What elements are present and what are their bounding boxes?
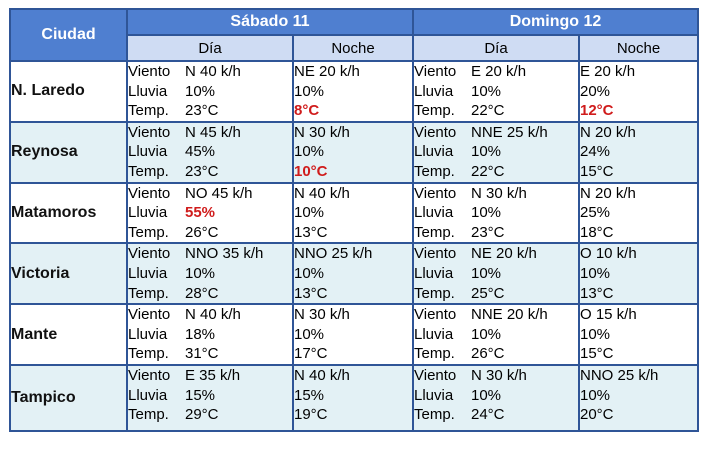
wind-line xyxy=(128,184,292,204)
temp-line xyxy=(294,101,412,121)
temp-value: 28°C xyxy=(185,284,219,302)
forecast-cell xyxy=(413,304,579,365)
wind-value: O 15 k/h xyxy=(580,306,637,324)
forecast-cell xyxy=(579,243,698,304)
wind-value: N 20 k/h xyxy=(580,184,636,202)
temp-label: Temp. xyxy=(128,345,169,363)
rain-line xyxy=(128,386,292,406)
wind-label: Viento xyxy=(414,63,457,80)
rain-line xyxy=(580,325,697,345)
temp-line xyxy=(128,344,292,364)
temp-label: Temp. xyxy=(414,345,455,363)
wind-label: Viento xyxy=(128,184,171,202)
temp-line xyxy=(128,284,292,304)
rain-line xyxy=(128,203,292,223)
wind-line xyxy=(294,62,412,82)
wind-label: Viento xyxy=(414,184,457,202)
rain-label: Lluvia xyxy=(128,82,168,100)
rain-value: 15% xyxy=(185,386,216,404)
forecast-cell xyxy=(579,183,698,244)
rain-value: 10% xyxy=(294,264,325,282)
city-name: Mante xyxy=(10,304,127,365)
forecast-table-container xyxy=(9,8,699,432)
rain-line xyxy=(580,142,697,162)
temp-value: 22°C xyxy=(471,102,505,120)
wind-label: Viento xyxy=(128,366,171,384)
wind-line xyxy=(414,62,578,82)
forecast-cell xyxy=(579,61,698,122)
temp-line xyxy=(414,284,578,304)
forecast-cell xyxy=(579,365,698,431)
forecast-cell xyxy=(127,61,293,122)
temp-value: 29°C xyxy=(185,406,219,424)
wind-line xyxy=(128,305,292,325)
wind-value: N 30 k/h xyxy=(471,184,527,202)
forecast-cell xyxy=(293,365,413,431)
temp-value: 22°C xyxy=(471,162,505,180)
rain-line xyxy=(414,82,578,102)
temp-value: 8°C xyxy=(294,102,320,120)
temp-label: Temp. xyxy=(128,102,169,120)
rain-label: Lluvia xyxy=(128,143,168,161)
rain-label: Lluvia xyxy=(414,264,454,282)
rain-label: Lluvia xyxy=(414,325,454,343)
rain-value: 20% xyxy=(580,82,611,100)
temp-value: 17°C xyxy=(294,345,328,363)
forecast-cell xyxy=(293,304,413,365)
rain-value: 10% xyxy=(294,204,325,222)
rain-value: 45% xyxy=(185,143,216,161)
rain-line xyxy=(294,203,412,223)
forecast-cell xyxy=(127,304,293,365)
rain-line xyxy=(294,325,412,345)
temp-value: 15°C xyxy=(580,345,614,363)
rain-value: 10% xyxy=(294,325,325,343)
wind-line xyxy=(294,184,412,204)
wind-line xyxy=(294,305,412,325)
forecast-cell xyxy=(579,304,698,365)
rain-value: 55% xyxy=(185,204,216,222)
city-row xyxy=(10,243,698,304)
wind-label: Viento xyxy=(128,306,171,324)
city-name: Tampico xyxy=(10,365,127,431)
temp-value: 13°C xyxy=(294,284,328,302)
rain-value: 15% xyxy=(294,386,325,404)
temp-label: Temp. xyxy=(414,162,455,180)
temp-value: 26°C xyxy=(471,345,505,363)
wind-line xyxy=(580,123,697,143)
wind-label: Viento xyxy=(128,63,171,80)
city-column-header: Ciudad xyxy=(10,9,127,61)
period-header-saturday-night: Noche xyxy=(293,35,413,61)
forecast-cell xyxy=(413,183,579,244)
rain-line xyxy=(580,82,697,102)
rain-value: 10% xyxy=(294,143,325,161)
wind-value: E 35 k/h xyxy=(185,366,241,384)
forecast-cell xyxy=(293,183,413,244)
rain-line xyxy=(294,386,412,406)
temp-value: 15°C xyxy=(580,162,614,180)
wind-value: NNE 20 k/h xyxy=(471,306,548,324)
temp-label: Temp. xyxy=(414,406,455,424)
forecast-cell xyxy=(579,122,698,183)
rain-value: 10% xyxy=(185,82,216,100)
temp-line xyxy=(294,162,412,182)
rain-line xyxy=(414,264,578,284)
rain-line xyxy=(414,325,578,345)
temp-line xyxy=(128,101,292,121)
temp-value: 25°C xyxy=(471,284,505,302)
wind-value: E 20 k/h xyxy=(471,63,527,80)
temp-line xyxy=(294,344,412,364)
wind-label: Viento xyxy=(128,245,171,263)
wind-value: N 30 k/h xyxy=(471,366,527,384)
forecast-cell xyxy=(127,122,293,183)
temp-line xyxy=(294,405,412,425)
wind-value: O 10 k/h xyxy=(580,245,637,263)
wind-line xyxy=(580,184,697,204)
city-name: Reynosa xyxy=(10,122,127,183)
temp-line xyxy=(414,344,578,364)
rain-label: Lluvia xyxy=(128,204,168,222)
temp-line xyxy=(414,162,578,182)
wind-value: E 20 k/h xyxy=(580,63,636,80)
forecast-cell xyxy=(293,243,413,304)
forecast-table xyxy=(9,8,699,432)
wind-value: N 45 k/h xyxy=(185,123,241,141)
wind-line xyxy=(294,366,412,386)
temp-line xyxy=(414,405,578,425)
temp-label: Temp. xyxy=(128,223,169,241)
wind-line xyxy=(414,305,578,325)
wind-line xyxy=(414,366,578,386)
temp-value: 13°C xyxy=(580,284,614,302)
rain-value: 10% xyxy=(471,204,502,222)
wind-label: Viento xyxy=(414,306,457,324)
wind-value: NE 20 k/h xyxy=(294,63,360,80)
rain-value: 10% xyxy=(471,82,502,100)
temp-label: Temp. xyxy=(414,284,455,302)
wind-line xyxy=(128,366,292,386)
rain-line xyxy=(128,264,292,284)
city-row xyxy=(10,122,698,183)
forecast-cell xyxy=(413,61,579,122)
rain-value: 10% xyxy=(185,264,216,282)
temp-line xyxy=(128,405,292,425)
temp-line xyxy=(128,223,292,243)
temp-line xyxy=(580,344,697,364)
temp-value: 24°C xyxy=(471,406,505,424)
temp-value: 12°C xyxy=(580,102,614,120)
wind-value: NE 20 k/h xyxy=(471,245,537,263)
rain-value: 10% xyxy=(580,386,611,404)
wind-line xyxy=(128,123,292,143)
day-header-sunday: Domingo 12 xyxy=(413,9,698,35)
temp-label: Temp. xyxy=(414,223,455,241)
rain-line xyxy=(414,203,578,223)
wind-line xyxy=(128,244,292,264)
period-header-saturday-day: Día xyxy=(127,35,293,61)
forecast-cell xyxy=(127,243,293,304)
city-name: Victoria xyxy=(10,243,127,304)
forecast-cell xyxy=(413,122,579,183)
rain-line xyxy=(294,82,412,102)
wind-label: Viento xyxy=(414,366,457,384)
rain-value: 10% xyxy=(580,325,611,343)
wind-line xyxy=(580,366,697,386)
forecast-body xyxy=(10,61,698,431)
wind-line xyxy=(128,62,292,82)
city-row xyxy=(10,365,698,431)
wind-line xyxy=(414,123,578,143)
rain-value: 25% xyxy=(580,204,611,222)
rain-line xyxy=(128,82,292,102)
temp-line xyxy=(580,162,697,182)
wind-value: N 30 k/h xyxy=(294,306,350,324)
wind-value: N 40 k/h xyxy=(185,63,241,80)
temp-value: 18°C xyxy=(580,223,614,241)
temp-line xyxy=(580,405,697,425)
rain-label: Lluvia xyxy=(128,264,168,282)
rain-label: Lluvia xyxy=(128,386,168,404)
wind-value: N 40 k/h xyxy=(185,306,241,324)
wind-value: NNO 35 k/h xyxy=(185,245,264,263)
rain-line xyxy=(128,142,292,162)
wind-label: Viento xyxy=(414,123,457,141)
wind-value: N 40 k/h xyxy=(294,366,350,384)
temp-value: 13°C xyxy=(294,223,328,241)
wind-value: NO 45 k/h xyxy=(185,184,253,202)
rain-line xyxy=(580,386,697,406)
temp-line xyxy=(580,223,697,243)
city-row xyxy=(10,61,698,122)
temp-value: 20°C xyxy=(580,406,614,424)
wind-value: NNO 25 k/h xyxy=(294,245,373,263)
temp-line xyxy=(414,101,578,121)
temp-label: Temp. xyxy=(128,162,169,180)
temp-value: 23°C xyxy=(471,223,505,241)
wind-label: Viento xyxy=(414,245,457,263)
rain-value: 10% xyxy=(471,143,502,161)
temp-value: 26°C xyxy=(185,223,219,241)
wind-line xyxy=(580,62,697,82)
wind-line xyxy=(414,184,578,204)
city-row xyxy=(10,304,698,365)
temp-line xyxy=(294,223,412,243)
city-name: N. Laredo xyxy=(10,61,127,122)
rain-label: Lluvia xyxy=(414,82,454,100)
wind-value: N 30 k/h xyxy=(294,123,350,141)
period-header-sunday-night: Noche xyxy=(579,35,698,61)
temp-label: Temp. xyxy=(128,284,169,302)
rain-value: 24% xyxy=(580,143,611,161)
rain-value: 10% xyxy=(471,325,502,343)
rain-line xyxy=(580,264,697,284)
wind-value: NNO 25 k/h xyxy=(580,366,659,384)
rain-value: 10% xyxy=(580,264,611,282)
rain-line xyxy=(128,325,292,345)
temp-value: 31°C xyxy=(185,345,219,363)
wind-value: N 20 k/h xyxy=(580,123,636,141)
forecast-cell xyxy=(413,365,579,431)
wind-line xyxy=(414,244,578,264)
rain-line xyxy=(414,386,578,406)
wind-line xyxy=(580,244,697,264)
temp-value: 10°C xyxy=(294,162,328,180)
rain-line xyxy=(294,142,412,162)
rain-label: Lluvia xyxy=(414,204,454,222)
temp-value: 23°C xyxy=(185,102,219,120)
period-header-sunday-day: Día xyxy=(413,35,579,61)
rain-value: 10% xyxy=(471,386,502,404)
rain-line xyxy=(580,203,697,223)
temp-line xyxy=(580,284,697,304)
rain-label: Lluvia xyxy=(128,325,168,343)
temp-line xyxy=(580,101,697,121)
wind-value: NNE 25 k/h xyxy=(471,123,548,141)
wind-value: N 40 k/h xyxy=(294,184,350,202)
temp-line xyxy=(128,162,292,182)
forecast-cell xyxy=(413,243,579,304)
day-header-row xyxy=(10,9,698,35)
wind-line xyxy=(580,305,697,325)
temp-line xyxy=(414,223,578,243)
rain-value: 10% xyxy=(471,264,502,282)
city-row xyxy=(10,183,698,244)
temp-label: Temp. xyxy=(128,406,169,424)
rain-label: Lluvia xyxy=(414,386,454,404)
forecast-cell xyxy=(127,183,293,244)
temp-line xyxy=(294,284,412,304)
day-header-saturday: Sábado 11 xyxy=(127,9,413,35)
forecast-cell xyxy=(293,61,413,122)
rain-label: Lluvia xyxy=(414,143,454,161)
temp-value: 23°C xyxy=(185,162,219,180)
wind-line xyxy=(294,123,412,143)
rain-line xyxy=(294,264,412,284)
forecast-cell xyxy=(293,122,413,183)
temp-value: 19°C xyxy=(294,406,328,424)
forecast-cell xyxy=(127,365,293,431)
wind-label: Viento xyxy=(128,123,171,141)
temp-label: Temp. xyxy=(414,102,455,120)
wind-line xyxy=(294,244,412,264)
rain-value: 18% xyxy=(185,325,216,343)
city-name: Matamoros xyxy=(10,183,127,244)
rain-line xyxy=(414,142,578,162)
rain-value: 10% xyxy=(294,82,325,100)
